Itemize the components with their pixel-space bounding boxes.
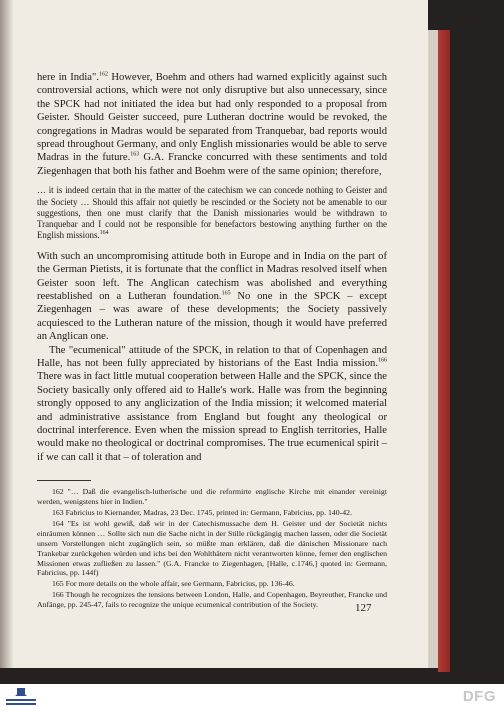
p2-text-b: No one in the SPCK – except Ziegenhagen – was aware of these developments; the Society passively acquiesced to the Lutheran nature of the mission, though it would have preferred an Anglican one. <box>37 290 387 343</box>
footnote-rule <box>37 480 91 481</box>
page-text <box>37 71 387 611</box>
paragraph-1 <box>37 71 387 178</box>
quote-text: … it is indeed certain that in the matter of the catechism we can concede nothing to Geister and the Society … Should this affair not quietly be rescinded or the Society not be amenable to our suggestions, then one must clarify that the Danish missionaries would be withdrawn to Tranquebar and I could not be responsible for benefactors bestowing anything further on the English missions. <box>37 185 387 241</box>
franckesche-stiftungen-logo <box>3 686 39 710</box>
footnote-162: 162 "… Daß die evangelisch-lutherische und die reformirte englische Kirche mit einander vereinigt werden, wenigstens hier in Indien." <box>37 487 387 507</box>
book-red-edge <box>438 30 450 672</box>
footnote-166: 166 Though he recognizes the tensions between London, Halle, and Copenhagen, Beyreuther, Francke und Anfänge, pp. 245-47, fails to recognize the unique ecumenical contribution of the Society. <box>37 590 387 610</box>
dfg-logo: DFG <box>462 688 496 705</box>
paragraph-2 <box>37 250 387 344</box>
footnote-ref-162: 162 <box>98 71 108 78</box>
page-gutter <box>0 0 14 668</box>
page-number: 127 <box>355 602 372 614</box>
footnote-ref-163: 163 <box>130 151 140 158</box>
footnote-ref-166: 166 <box>378 357 387 364</box>
p3-text: The "ecumenical" attitude of the SPCK, in relation to that of Copenhagen and Halle, has not been fully appreciated by historians of the East India mission. <box>37 344 387 369</box>
p1-text-c: G.A. Francke concurred with these sentiments and told Ziegenhagen that both his father and Boehm were of the same opinion; therefore, <box>37 152 387 177</box>
p1-text: here in India". <box>37 72 99 83</box>
footnote-ref-165: 165 <box>221 290 231 297</box>
footnote-165: 165 For more details on the whole affair, see Germann, Fabricius, pp. 136-46. <box>52 579 295 589</box>
footnote-163: 163 Fabricius to Kiernander, Madras, 23 Dec. 1745, printed in: Germann, Fabricius, pp. 140-42. <box>52 508 353 518</box>
page-edges <box>428 30 438 668</box>
p1-text-b: However, Boehm and others had warned explicitly against such controversial actions, which were not only disruptive but also unnecessary, since the SPCK had not initiated the idea but had only responded to a proposal from Geister. Should Geister succeed, pure Lutheran doctrine would be revoked, the congregations in Madras would be separated from Tranquebar, bad reports would spread throughout Germany, and only English missionaries would be able to serve Madras in the future. <box>37 72 387 164</box>
paragraph-3 <box>37 344 387 465</box>
footnote-164: 164 "Es ist wohl gewiß, daß wir in der Catechismussache dem H. Geister und der Societät nichts einräumen können … Sollte sich nun die Sache nicht in der Stille rückgängig machen lassen, oder die Societät unsern Vorstellungen nicht zugänglich sein, so müßte man erklären, daß die dänischen Missionare nach Trankebar zurückgehen würden und ichs bei den Wohlthätern nicht verantworten könne, ferner den englischen Missionen etwas zufließen zu lassen." (G.A. Francke to Ziegenhagen, [Halle, c.1746,] quoted in: Germann, Fabricius, pp. 144f) <box>37 518 387 578</box>
footer-bar <box>0 684 504 712</box>
block-quote <box>37 185 387 241</box>
p2-text: With such an uncompromising attitude both in Europe and in India on the part of the German Pietists, it is fortunate that the conflict in Madras resolved itself when Geister soon left. The Anglican catechism was abolished and everything reestablished on a Lutheran foundation. <box>37 250 387 302</box>
p3-text-b: There was in fact little mutual cooperation between Halle and the SPCK, since the Society basically only offered aid to Halle's work. Halle was from the beginning strongly opposed to any anglicization of the India mission; it welcomed material and administrative assistance from England but fought any theological or doctrinal interference. Even when the mission spread to English territories, Halle would make no theological or doctrinal compromises. The true ecumenical spirit – if we can call it that – of toleration and <box>37 371 387 463</box>
footnote-ref-164: 164 <box>99 230 109 237</box>
